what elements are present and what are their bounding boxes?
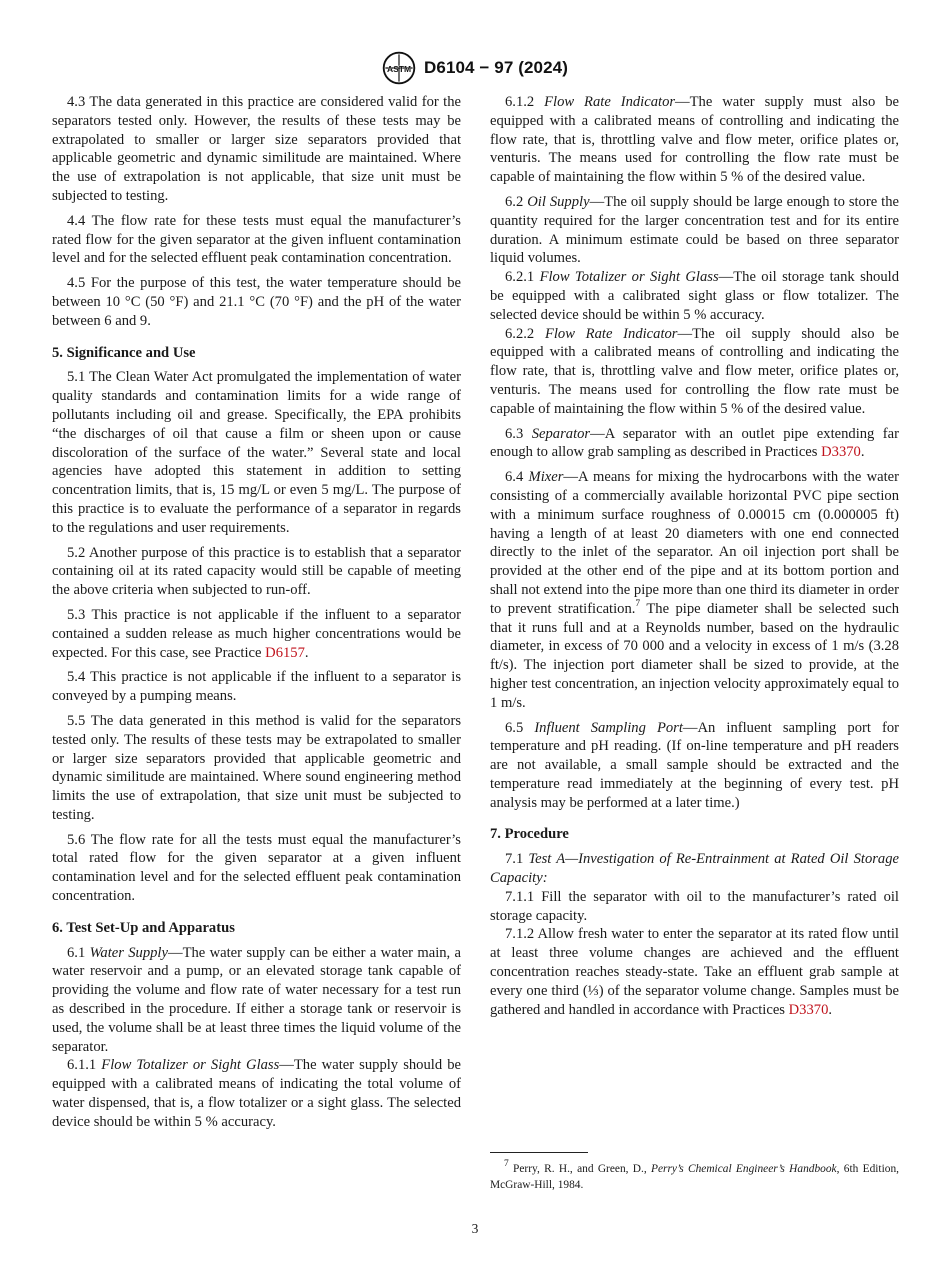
paragraph-5-4: 5.4 This practice is not applicable if the influent to a separator is conveyed by a pumping means.: [52, 669, 461, 705]
page-number: 3: [471, 1221, 479, 1236]
astm-logo-icon: [382, 51, 416, 85]
footnote: $^7$ Perry, R. H., and Green, D., Perry’s Chemical Engineer’s Handbook, 6th Edition, McGraw-Hill, 1984.: [490, 1159, 900, 1191]
paragraph-7-1-2: 7.1.2 Allow fresh water to enter the separator at its rated flow until at least three volume changes are achieved and the effluent concentration reaches steady-state. Take an effluent grab sample at every one third (⅓) of the separator volume change. Samples must be gathered and handled in accordance with Practices D3370.: [490, 926, 899, 1018]
paragraph-6-1: 6.1 Water Supply—The water supply can be either a water main, a water reservoir and a pump, or an elevated storage tank capable of providing the volume and flow rate of water necessary for a test run as described in the procedure. If either a storage tank or reservoir is used, the volume shall be at least three times the liquid volume of the separator.: [52, 944, 462, 1055]
section-heading-6: 6. Test Set-Up and Apparatus: [52, 919, 235, 936]
paragraph-5-2: 5.2 Another purpose of this practice is to establish that a separator containing oil at its rated capacity would still be capable of meeting the above criteria when subjected to run-off.: [52, 544, 461, 599]
paragraph-4-5: 4.5 For the purpose of this test, the water temperature should be between 10 °C (50 °F) and 21.1 °C (70 °F) and the pH of the water between 6 and 9.: [52, 275, 461, 329]
footnote-marker[interactable]: 7: [635, 598, 641, 609]
paragraph-5-5: 5.5 The data generated in this method is valid for the separators tested only. The results of these tests may be extrapolated to smaller or larger size separators provided that applicable geometric and dynamic similitude are maintained. Where sound engineering method limits the use of extrapolation, that size unit must be subjected to testing.: [52, 712, 461, 823]
section-heading-5: 5. Significance and Use: [52, 344, 196, 361]
right-column: [490, 93, 899, 1019]
paragraph-7-1-1: 7.1.1 Fill the separator with oil to the manufacturer’s rated oil storage capacity.: [490, 888, 899, 924]
paragraph-6-4: 6.4 Mixer—A means for mixing the hydrocarbons with the water consisting of a commercially available horizontal PVC pipe section with a minimum surface roughness of 0.00015 cm (0.000005 ft) having a length of at least 20 diameters with one end connected directly to the inlet of the separator. An oil injection port shall be provided at the other end of the pipe and at its bottom portion and shall not extend into the pipe more than one third its diameter in order to prevent stratification.$^7$ The pipe diameter shall be selected such that it runs full and at a Reynolds number, based on the hydraulic diameter, in excess of 70 000 and a velocity in excess of 1 m/s (3.28 ft/s). The injection port diameter shall be sized to provide, at the higher test concentration, an injection velocity approximately equal to 1 m/s.: [490, 469, 900, 711]
paragraph-6-2-2: 6.2.2 Flow Rate Indicator—The oil supply should also be equipped with a calibrated means of controlling and indicating the flow rate, that is, throttling valve and flow meter, orifice plates or, venturis. The means used for controlling the flow rate must be capable of maintaining the flow within 5 % of the desired value.: [490, 325, 899, 417]
paragraph-6-3: 6.3 Separator—A separator with an outlet pipe extending far enough to allow grab sampling as described in Practices D3370.: [490, 425, 900, 461]
paragraph-6-5: 6.5 Influent Sampling Port—An influent sampling port for temperature and pH reading. (If on-line temperature and pH readers are not available, a small sample should be extracted and the temperature read immediately at the beginning of every test. pH analysis may be performed at a later time.): [490, 719, 899, 811]
paragraph-6-1-1: 6.1.1 Flow Totalizer or Sight Glass—The water supply should be equipped with a calibrated means of indicating the total volume of water dispensed, that is, a flow totalizer or a sight glass. The selected device should be within 5 % accuracy.: [52, 1057, 461, 1130]
left-column: [52, 93, 461, 1132]
reference-link-d3370-2[interactable]: D3370: [788, 1001, 829, 1018]
standard-designation: D6104 − 97 (2024): [424, 58, 568, 77]
paragraph-7-1: 7.1 Test A—Investigation of Re-Entrainment at Rated Oil Storage Capacity:: [490, 851, 899, 887]
page-header: [0, 50, 950, 86]
logo-text: ASTM: [386, 63, 412, 74]
reference-link-d6157[interactable]: D6157: [265, 644, 305, 661]
paragraph-4-3: 4.3 The data generated in this practice are considered valid for the separators tested only. However, the results of these tests may be extrapolated to smaller or larger size separators provided that applicable geometric and dynamic similitude are maintained. Where the use of extrapolation is not applicable, that size unit must be subjected to testing.: [52, 94, 461, 204]
section-heading-7: 7. Procedure: [490, 826, 569, 843]
reference-link-d3370[interactable]: D3370: [821, 444, 861, 461]
footnote-divider: [490, 1152, 588, 1153]
paragraph-6-2-1: 6.2.1 Flow Totalizer or Sight Glass—The oil storage tank should be equipped with a calibrated sight glass or flow totalizer. The selected device should be within 5 % accuracy.: [490, 269, 899, 323]
footnote-number: 7: [504, 1159, 509, 1170]
paragraph-5-1: 5.1 The Clean Water Act promulgated the implementation of water quality standards and contamination limits for a wide range of pollutants including oil and grease. Specifically, the EPA prohibits “the discharges of oil that cause a film or sheen upon or cause discoloration of the surface of the water.” Several state and local agencies have adopted this statement in addition to setting concentration limits, that is, 15 mg/L or even 5 mg/L. The purpose of this practice is to evaluate the performance of a separator in regards to the regulations and user requirements.: [52, 369, 461, 536]
paragraph-5-3: 5.3 This practice is not applicable if the influent to a separator contained a sudden release as much higher concentrations would be expected. For this case, see Practice D6157.: [52, 606, 461, 661]
paragraph-6-1-2: 6.1.2 Flow Rate Indicator—The water supply must also be equipped with a calibrated means of controlling and indicating the flow rate, that is, throttling valve and flow meter, orifice plates or, venturis. The means used for controlling the flow rate must be capable of maintaining the flow within 5 % of the desired value.: [490, 94, 899, 186]
paragraph-6-2: 6.2 Oil Supply—The oil supply should be large enough to store the quantity required for the larger concentration test and for its entire duration. A minimum estimate could be based on three separator liquid volumes.: [490, 193, 899, 267]
paragraph-4-4: 4.4 The flow rate for these tests must equal the manufacturer’s rated flow for the given separator at the given influent contamination level and for the selected effluent peak contamination concentration.: [52, 212, 461, 267]
footnote-book-title: Perry’s Chemical Engineer’s Handbook: [651, 1163, 837, 1175]
paragraph-5-6: 5.6 The flow rate for all the tests must equal the manufacturer’s total rated flow for the given separator at a given influent contamination level and for the selected effluent peak contamination concentration.: [52, 831, 461, 905]
